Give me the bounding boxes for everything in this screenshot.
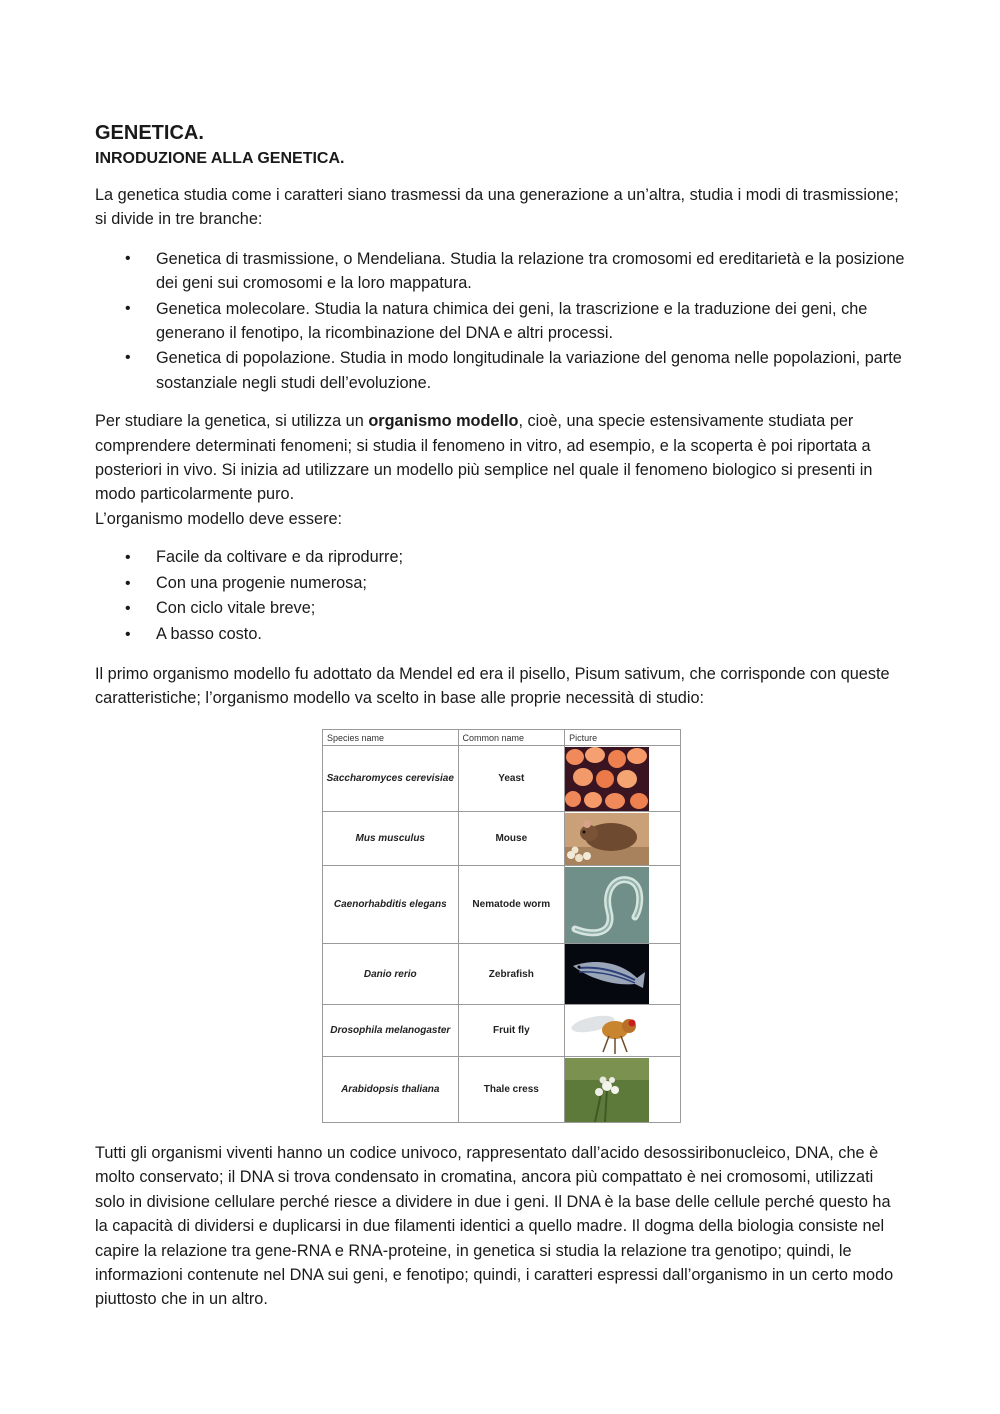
list-item: • Genetica di popolazione. Studia in modo longitudinale la variazione del genoma nelle popolazioni, parte sostanziale negli studi dell’evoluzione. [95, 346, 907, 395]
picture-cell [565, 1005, 681, 1057]
table-row [323, 944, 681, 1005]
common-name-cell: Nematode worm [458, 866, 565, 944]
branches-list [95, 247, 907, 395]
text-span: , cioè, una specie estensivamente studiata per comprendere determinati fenomeni; si studia il fenomeno in vitro, ad esempio, e la scoperta è poi riportata a posteriori in vivo. Si inizia ad utilizzare un modello più semplice nel quale il fenomeno biologico si presenti in modo particolarmente puro. [95, 412, 873, 504]
mendel-paragraph: Il primo organismo modello fu adottato da Mendel ed era il pisello, Pisum sativum, che corrisponde con queste caratteristiche; l’organismo modello va scelto in base alle proprie necessità di studio: [95, 664, 890, 708]
text-span: Per studiare la genetica, si utilizza un [95, 412, 369, 431]
document-body [95, 120, 907, 710]
picture-cell [565, 1057, 681, 1123]
species-cell: Danio rerio [323, 944, 459, 1005]
picture-cell [565, 944, 681, 1005]
nematode-image [565, 867, 649, 943]
bold-term: organismo modello [368, 412, 519, 431]
section-heading: INRODUZIONE ALLA GENETICA. [95, 150, 345, 167]
mouse-image [565, 813, 649, 865]
intro-paragraph: La genetica studia come i caratteri siano trasmessi da una generazione a un’altra, studia i modi di trasmissione; si divide in tre branche: [95, 186, 899, 229]
dna-paragraph: Tutti gli organismi viventi hanno un codice univoco, rappresentato dall’acido desossiribonucleico, DNA, che è molto conservato; il DNA si trova condensato in cromatina, ancora più compattato è nei cromosomi, utilizzati solo in divisione cellulare perché riesce a dividere in due i geni. Il DNA è la base delle cellule perché questo ha la capacità di dividersi e duplicarsi in due filamenti identici a quello madre. Il dogma della biologia consiste nel capire la relazione tra gene-RNA e RNA-proteine, in genetica si studia la relazione tra genotipo; quindi, le informazioni contenute nel DNA sui geni, e fenotipo; quindi, i caratteri espressi dall’organismo in un certo modo piuttosto che in un altro. [95, 1144, 894, 1309]
list-item: • Facile da coltivare e da riprodurre; [95, 545, 907, 571]
thale-cress-image [565, 1058, 649, 1122]
table-header-row [323, 730, 681, 746]
table-row [323, 866, 681, 944]
fruit-fly-image [565, 1006, 649, 1056]
species-cell: Saccharomyces cerevisiae [323, 746, 459, 812]
species-cell: Mus musculus [323, 812, 459, 866]
common-name-cell: Zebrafish [458, 944, 565, 1005]
model-organism-paragraph [95, 409, 907, 531]
model-organisms-figure [322, 729, 681, 1121]
zebrafish-image [565, 944, 649, 1004]
table-row [323, 746, 681, 812]
requirements-list [95, 545, 907, 647]
column-header: Species name [323, 730, 459, 746]
list-item: • Genetica di trasmissione, o Mendeliana. Studia la relazione tra cromosomi ed ereditarietà e la posizione dei geni sui cromosomi e la loro mappatura. [95, 247, 907, 296]
common-name-cell: Thale cress [458, 1057, 565, 1123]
list-item: • Genetica molecolare. Studia la natura chimica dei geni, la trascrizione e la traduzione dei geni, che generano il fenotipo, la ricombinazione del DNA e altri processi. [95, 297, 907, 346]
list-item: • Con una progenie numerosa; [95, 571, 907, 597]
yeast-cells-image [565, 747, 649, 811]
column-header: Picture [565, 730, 681, 746]
page-title: GENETICA. [95, 122, 204, 144]
picture-cell [565, 746, 681, 812]
picture-cell [565, 866, 681, 944]
model-organisms-table [322, 729, 681, 1123]
list-item: • Con ciclo vitale breve; [95, 596, 907, 622]
species-cell: Caenorhabditis elegans [323, 866, 459, 944]
table-row [323, 1057, 681, 1123]
text-span: L’organismo modello deve essere: [95, 509, 343, 528]
common-name-cell: Mouse [458, 812, 565, 866]
picture-cell [565, 812, 681, 866]
table-row [323, 1005, 681, 1057]
column-header: Common name [458, 730, 565, 746]
species-cell: Drosophila melanogaster [323, 1005, 459, 1057]
common-name-cell: Yeast [458, 746, 565, 812]
common-name-cell: Fruit fly [458, 1005, 565, 1057]
table-row [323, 812, 681, 866]
species-cell: Arabidopsis thaliana [323, 1057, 459, 1123]
list-item: • A basso costo. [95, 622, 907, 648]
